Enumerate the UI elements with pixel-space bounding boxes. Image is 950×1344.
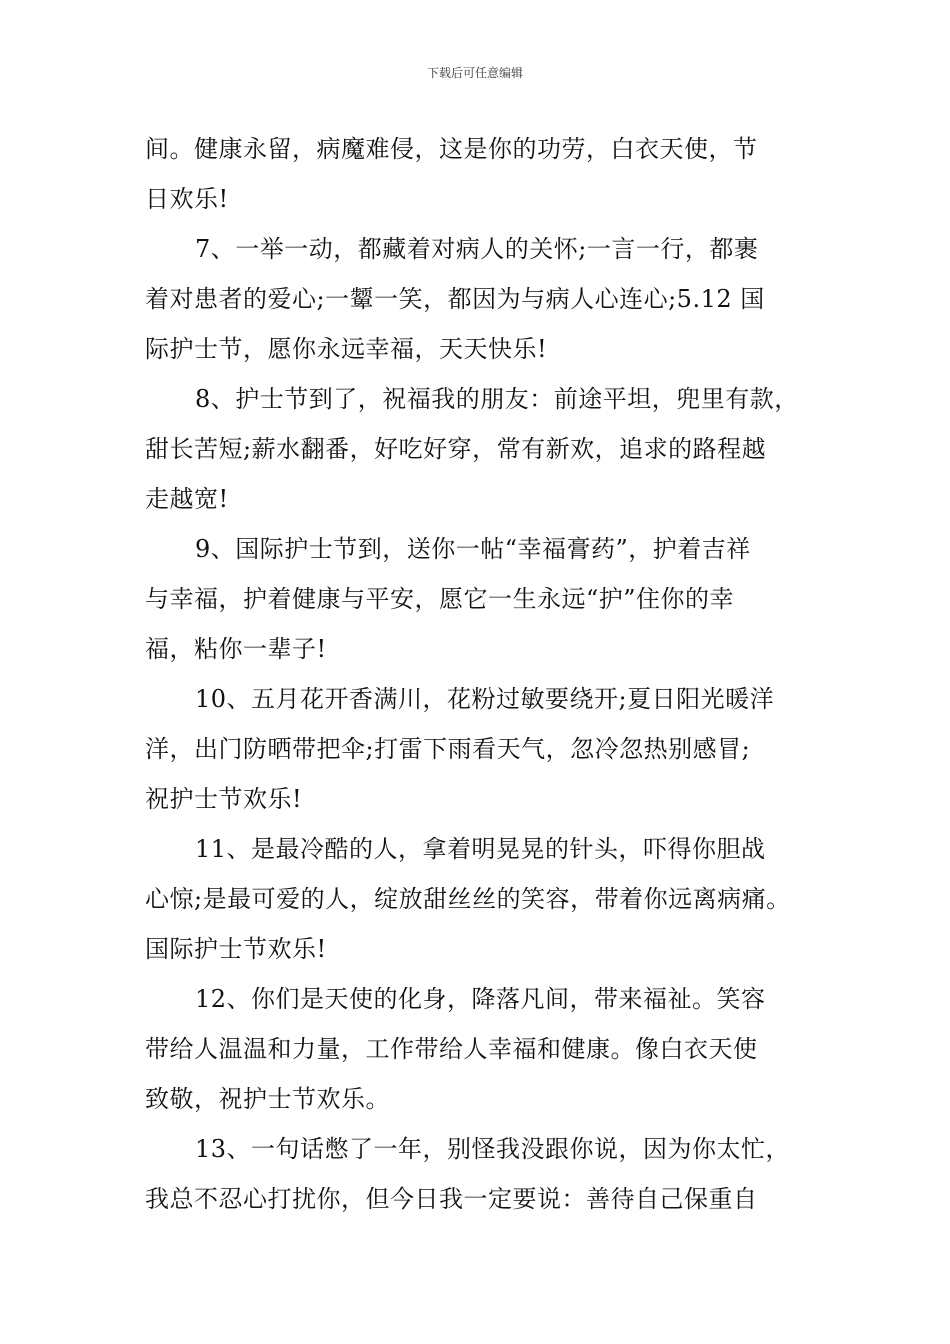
paragraph <box>145 674 810 824</box>
text-line: 致敬，祝护士节欢乐。 <box>145 1085 390 1113</box>
text-line: 9、国际护士节到，送你一帖“幸福膏药”，护着吉祥 <box>195 535 751 563</box>
text-line: 我总不忍心打扰你，但今日我一定要说：善待自己保重自 <box>145 1185 758 1213</box>
text-line: 心惊;是最可爱的人，绽放甜丝丝的笑容，带着你远离病痛。 <box>145 885 791 913</box>
paragraph <box>145 124 810 224</box>
text-line: 10、五月花开香满川，花粉过敏要绕开;夏日阳光暖洋 <box>195 685 775 713</box>
text-line: 8、护士节到了，祝福我的朋友：前途平坦，兜里有款， <box>195 385 799 413</box>
text-line: 福，粘你一辈子! <box>145 635 327 663</box>
text-line: 11、是最冷酷的人，拿着明晃晃的针头，吓得你胆战 <box>195 835 766 863</box>
text-line: 日欢乐! <box>145 185 229 213</box>
text-line: 与幸福，护着健康与平安，愿它一生永远“护”住你的幸 <box>145 585 735 613</box>
paragraph <box>145 524 810 674</box>
text-line: 国际护士节欢乐! <box>145 935 327 963</box>
text-line: 着对患者的爱心;一颦一笑，都因为与病人心连心;5.12 国 <box>145 285 765 313</box>
paragraph <box>145 374 810 524</box>
paragraph <box>145 974 810 1124</box>
text-line: 祝护士节欢乐! <box>145 785 303 813</box>
text-line: 带给人温温和力量，工作带给人幸福和健康。像白衣天使 <box>145 1035 758 1063</box>
text-line: 13、一句话憋了一年，别怪我没跟你说，因为你太忙， <box>195 1135 791 1163</box>
paragraph <box>145 224 810 374</box>
paragraph <box>145 1124 810 1224</box>
text-line: 甜长苦短;薪水翻番，好吃好穿，常有新欢，追求的路程越 <box>145 435 767 463</box>
page-header-note: 下载后可任意编辑 <box>426 66 523 80</box>
text-line: 7、一举一动，都藏着对病人的关怀;一言一行，都裹 <box>195 235 759 263</box>
paragraph <box>145 824 810 974</box>
text-line: 洋，出门防晒带把伞;打雷下雨看天气，忽冷忽热别感冒; <box>145 735 751 763</box>
text-line: 际护士节，愿你永远幸福，天天快乐! <box>145 335 548 363</box>
body-text <box>145 124 810 1224</box>
text-line: 12、你们是天使的化身，降落凡间，带来福祉。笑容 <box>195 985 766 1013</box>
text-line: 走越宽! <box>145 485 229 513</box>
text-line: 间。健康永留，病魔难侵，这是你的功劳，白衣天使，节 <box>145 135 758 163</box>
